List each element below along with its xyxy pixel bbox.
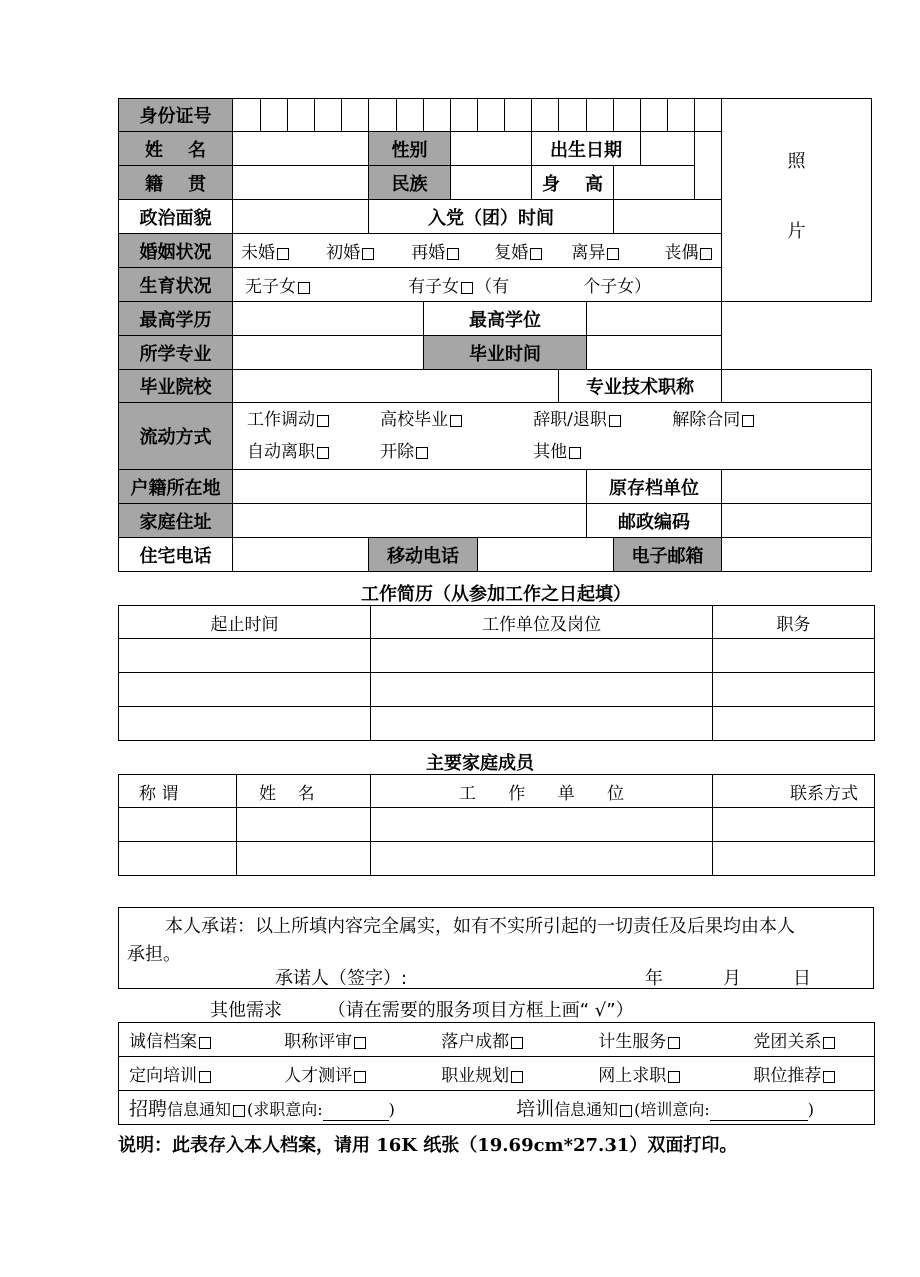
work-history-table: [118, 605, 875, 741]
other-needs-row1: [119, 1023, 875, 1057]
mobility-option: 辞职/退职: [533, 410, 607, 430]
id-digit-cell[interactable]: [505, 99, 532, 132]
service-option: 计生服务: [598, 1032, 667, 1052]
id-digit-cell[interactable]: [587, 99, 614, 132]
service-option: 诚信档案: [129, 1032, 197, 1052]
other-needs-table: [118, 1022, 875, 1125]
checkbox[interactable]: [298, 282, 310, 294]
service-option: 职位推荐: [753, 1066, 822, 1086]
party-time-label: 入党（团）时间: [369, 200, 614, 234]
id-digit-cell[interactable]: [397, 99, 424, 132]
school-field[interactable]: [233, 370, 559, 403]
id-digit-cell[interactable]: [451, 99, 478, 132]
checkbox[interactable]: [362, 248, 374, 260]
service-option: 党团关系: [753, 1032, 822, 1052]
work-cell[interactable]: [119, 707, 371, 741]
family-cell[interactable]: [371, 808, 713, 842]
id-digit-cell[interactable]: [315, 99, 342, 132]
home-phone-field[interactable]: [233, 538, 369, 572]
email-field[interactable]: [722, 538, 872, 572]
fertility-option: 个子女）: [583, 277, 652, 297]
checkbox[interactable]: [620, 1105, 632, 1117]
checkbox[interactable]: [569, 447, 581, 459]
fertility-option: （有: [475, 277, 510, 297]
degree-label: 最高学位: [424, 302, 587, 336]
hukou-label: 户籍所在地: [119, 470, 233, 504]
family-cell[interactable]: [713, 808, 875, 842]
marital-option: 再婚: [411, 243, 446, 263]
family-cell[interactable]: [119, 808, 237, 842]
degree-field[interactable]: [587, 302, 722, 336]
family-cell[interactable]: [119, 842, 237, 876]
service-option: 人才测评: [284, 1066, 353, 1086]
education-field[interactable]: [233, 302, 424, 336]
home-phone-label: 住宅电话: [119, 538, 233, 572]
checkbox[interactable]: [668, 1071, 680, 1083]
photo-label-top: 照: [787, 151, 806, 172]
recruit-notice: 信息通知: [167, 1100, 232, 1119]
checkbox[interactable]: [668, 1037, 680, 1049]
email-label: 电子邮箱: [614, 538, 722, 572]
checkbox[interactable]: [317, 415, 329, 427]
other-needs-hint: （请在需要的服务项目方框上画“ √”）: [327, 1000, 634, 1021]
orig-unit-field[interactable]: [722, 470, 872, 504]
marital-options: [233, 234, 722, 268]
work-cell[interactable]: [119, 673, 371, 707]
hukou-field[interactable]: [233, 470, 587, 504]
service-option: 职业规划: [441, 1066, 510, 1086]
major-field[interactable]: [233, 336, 424, 370]
ethnicity-label: 民族: [369, 166, 451, 200]
pro-title-label: 专业技术职称: [559, 370, 722, 403]
gender-field[interactable]: [451, 132, 532, 166]
fertility-option: 无子女: [245, 277, 296, 297]
marital-option: 初婚: [326, 243, 361, 263]
grad-time-field[interactable]: [587, 336, 722, 370]
birth-date-label: 出生日期: [532, 132, 641, 166]
marital-option: 丧偶: [664, 243, 699, 263]
pro-title-field[interactable]: [722, 370, 872, 403]
party-time-field[interactable]: [614, 200, 722, 234]
name-field[interactable]: [233, 132, 369, 166]
checkbox[interactable]: [416, 447, 428, 459]
family-header-relation: 称 谓: [119, 775, 237, 808]
checkbox[interactable]: [607, 248, 619, 260]
education-label: 最高学历: [119, 302, 233, 336]
checkbox[interactable]: [450, 415, 462, 427]
train-close-paren: ): [807, 1100, 815, 1119]
checkbox[interactable]: [609, 415, 621, 427]
mobility-options: [233, 403, 872, 470]
political-field[interactable]: [233, 200, 369, 234]
work-header-period: 起止时间: [119, 606, 371, 639]
service-option: 网上求职: [598, 1066, 667, 1086]
mobility-option: 高校毕业: [380, 410, 449, 430]
promise-text-line1: 本人承诺：以上所填内容完全属实，如有不实所引起的一切责任及后果均由本人: [165, 916, 795, 937]
checkbox[interactable]: [742, 415, 754, 427]
id-digit-cell[interactable]: [288, 99, 315, 132]
native-place-label: 籍 贯: [119, 166, 233, 200]
train-label: 培训: [516, 1098, 555, 1120]
mobility-option: 解除合同: [672, 410, 741, 430]
promise-day: 日: [793, 968, 811, 989]
checkbox[interactable]: [461, 282, 473, 294]
checkbox[interactable]: [233, 1105, 245, 1117]
height-label: 身 高: [532, 166, 614, 200]
mobility-option: 工作调动: [247, 410, 315, 430]
family-cell[interactable]: [237, 808, 371, 842]
height-field[interactable]: [614, 166, 695, 200]
checkbox[interactable]: [277, 248, 289, 260]
checkbox[interactable]: [447, 248, 459, 260]
id-digit-cell[interactable]: [614, 99, 641, 132]
mobility-label: 流动方式: [119, 403, 233, 470]
id-digit-cell[interactable]: [424, 99, 451, 132]
native-place-field[interactable]: [233, 166, 369, 200]
family-cell[interactable]: [713, 842, 875, 876]
id-digit-cell[interactable]: [261, 99, 288, 132]
service-option: 定向培训: [129, 1066, 197, 1086]
id-digit-cell[interactable]: [695, 99, 722, 132]
work-cell[interactable]: [119, 639, 371, 673]
grad-time-label: 毕业时间: [424, 336, 587, 370]
promise-text-line2: 承担。: [127, 944, 181, 965]
promise-signer: 承诺人（签字）:: [275, 968, 408, 989]
family-header-unit: 工 作 单 位: [371, 775, 713, 808]
promise-month: 月: [723, 968, 741, 989]
work-history-title: 工作简历（从参加工作之日起填）: [361, 584, 631, 605]
mobility-option: 其他: [533, 442, 568, 462]
mobile-label: 移动电话: [369, 538, 478, 572]
family-table: [118, 774, 875, 876]
service-option: 职称评审: [284, 1032, 353, 1052]
postcode-field[interactable]: [722, 504, 872, 538]
political-label: 政治面貌: [119, 200, 233, 234]
checkbox[interactable]: [511, 1071, 523, 1083]
checkbox[interactable]: [511, 1037, 523, 1049]
promise-box: [118, 907, 874, 989]
checkbox[interactable]: [700, 248, 712, 260]
id-digit-cell[interactable]: [668, 99, 695, 132]
recruit-label: 招聘: [129, 1098, 168, 1120]
other-needs-title: 其他需求: [210, 1000, 282, 1021]
family-title: 主要家庭成员: [426, 753, 534, 774]
major-label: 所学专业: [119, 336, 233, 370]
checkbox[interactable]: [199, 1071, 211, 1083]
work-header-unit: 工作单位及岗位: [371, 606, 713, 639]
marital-option: 未婚: [241, 243, 275, 263]
personal-info-table: [118, 98, 872, 572]
fertility-option: 有子女: [408, 277, 460, 297]
promise-year: 年: [645, 968, 663, 989]
family-cell[interactable]: [237, 842, 371, 876]
other-needs-row2: [119, 1057, 875, 1091]
orig-unit-label: 原存档单位: [587, 470, 722, 504]
train-intent-field[interactable]: [710, 1100, 808, 1121]
photo-label-bottom: 片: [787, 221, 806, 242]
photo-box[interactable]: [722, 99, 872, 302]
family-header-name: 姓 名: [237, 775, 371, 808]
id-digit-cell[interactable]: [369, 99, 397, 132]
school-label: 毕业院校: [119, 370, 233, 403]
checkbox[interactable]: [199, 1037, 211, 1049]
recruit-intent-field[interactable]: [323, 1100, 389, 1121]
work-cell[interactable]: [713, 707, 875, 741]
address-label: 家庭住址: [119, 504, 233, 538]
marital-option: 离异: [571, 243, 606, 263]
recruit-intent: (求职意向:: [247, 1100, 323, 1119]
recruit-close-paren: ): [388, 1100, 395, 1119]
work-cell[interactable]: [371, 707, 713, 741]
ethnicity-field[interactable]: [451, 166, 532, 200]
marital-option: 复婚: [494, 243, 529, 263]
family-header-contact: 联系方式: [713, 775, 875, 808]
work-cell[interactable]: [371, 673, 713, 707]
checkbox[interactable]: [317, 447, 329, 459]
checkbox[interactable]: [823, 1037, 835, 1049]
checkbox[interactable]: [823, 1071, 835, 1083]
id-digit-cell[interactable]: [478, 99, 505, 132]
checkbox[interactable]: [354, 1071, 366, 1083]
gender-label: 性别: [369, 132, 451, 166]
fertility-options: [233, 268, 722, 302]
work-header-duty: 职务: [713, 606, 875, 639]
id-digit-cell[interactable]: [342, 99, 369, 132]
fertility-label: 生育状况: [119, 268, 233, 302]
id-digit-cell[interactable]: [559, 99, 587, 132]
train-notice: 信息通知: [554, 1100, 619, 1119]
work-cell[interactable]: [371, 639, 713, 673]
other-needs-row3: [119, 1091, 875, 1125]
work-cell[interactable]: [713, 673, 875, 707]
birth-date-field[interactable]: [641, 132, 695, 166]
checkbox[interactable]: [354, 1037, 366, 1049]
service-option: 落户成都: [441, 1032, 510, 1052]
work-cell[interactable]: [713, 639, 875, 673]
id-digit-cell[interactable]: [233, 99, 261, 132]
name-label: 姓 名: [119, 132, 233, 166]
mobility-option: 自动离职: [247, 442, 315, 462]
family-cell[interactable]: [371, 842, 713, 876]
postcode-label: 邮政编码: [587, 504, 722, 538]
id-digit-cell[interactable]: [532, 99, 559, 132]
checkbox[interactable]: [530, 248, 542, 260]
mobile-field[interactable]: [478, 538, 614, 572]
address-field[interactable]: [233, 504, 587, 538]
id-digit-cell[interactable]: [641, 99, 668, 132]
id-number-label: 身份证号: [119, 99, 233, 132]
marital-label: 婚姻状况: [119, 234, 233, 268]
train-intent: (培训意向:: [634, 1100, 710, 1119]
mobility-option: 开除: [380, 442, 415, 462]
print-note: 说明：此表存入本人档案，请用 16K 纸张（19.69cm*27.31）双面打印。: [118, 1135, 738, 1156]
other-needs-header: [210, 996, 634, 1022]
